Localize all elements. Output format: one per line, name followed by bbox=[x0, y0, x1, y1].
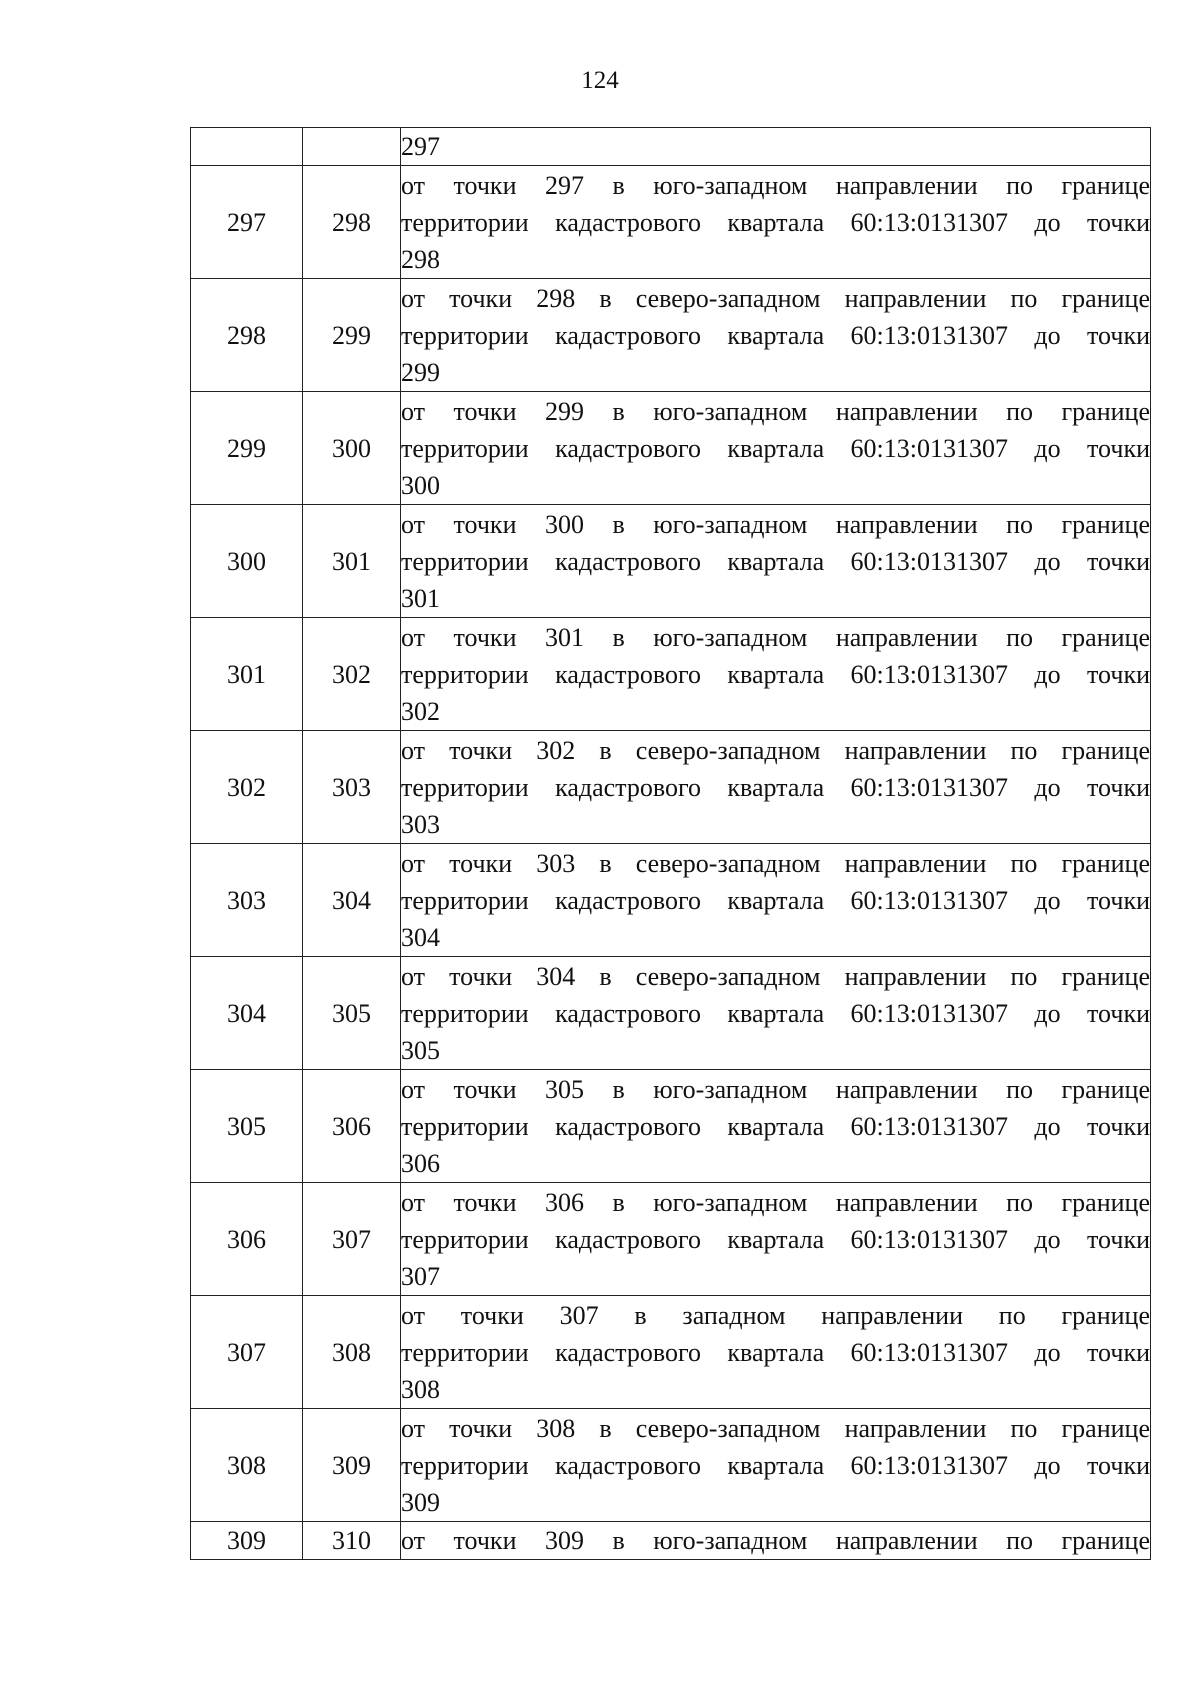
description-line: территории кадастрового квартала 60:13:0131307 до точки bbox=[401, 659, 1150, 689]
to-point-cell: 310 bbox=[303, 1522, 401, 1560]
table-row-continued bbox=[191, 128, 1151, 166]
description-line: от точки 306 в юго-западном направлении по границе bbox=[401, 1187, 1150, 1217]
description-cell bbox=[401, 731, 1151, 844]
description-line: 309 bbox=[401, 1487, 440, 1517]
description-line: от точки 299 в юго-западном направлении по границе bbox=[401, 396, 1150, 426]
table-row bbox=[191, 844, 1151, 957]
to-point-cell: 307 bbox=[303, 1183, 401, 1296]
to-point-cell: 309 bbox=[303, 1409, 401, 1522]
description-line: территории кадастрового квартала 60:13:0131307 до точки bbox=[401, 320, 1150, 350]
description-line: от точки 298 в северо-западном направлении по границе bbox=[401, 283, 1150, 313]
description-line: территории кадастрового квартала 60:13:0131307 до точки bbox=[401, 772, 1150, 802]
description-cell bbox=[401, 618, 1151, 731]
from-point-cell: 298 bbox=[191, 279, 303, 392]
description-cell bbox=[401, 279, 1151, 392]
to-point-cell: 305 bbox=[303, 957, 401, 1070]
description-line: 308 bbox=[401, 1374, 440, 1404]
description-line: территории кадастрового квартала 60:13:0131307 до точки bbox=[401, 433, 1150, 463]
description-line: территории кадастрового квартала 60:13:0131307 до точки bbox=[401, 998, 1150, 1028]
table-row bbox=[191, 166, 1151, 279]
description-cell bbox=[401, 1070, 1151, 1183]
from-point-cell: 307 bbox=[191, 1296, 303, 1409]
description-cell bbox=[401, 166, 1151, 279]
description-line: от точки 305 в юго-западном направлении по границе bbox=[401, 1074, 1150, 1104]
from-point-cell: 297 bbox=[191, 166, 303, 279]
table-row bbox=[191, 505, 1151, 618]
table-row bbox=[191, 279, 1151, 392]
table-row-partial bbox=[191, 1522, 1151, 1560]
table-row bbox=[191, 1296, 1151, 1409]
description-line: от точки 297 в юго-западном направлении по границе bbox=[401, 170, 1150, 200]
to-point-cell: 298 bbox=[303, 166, 401, 279]
from-point-cell: 305 bbox=[191, 1070, 303, 1183]
description-line: 304 bbox=[401, 922, 440, 952]
description-cell bbox=[401, 1183, 1151, 1296]
description-line: территории кадастрового квартала 60:13:0131307 до точки bbox=[401, 1450, 1150, 1480]
description-cell bbox=[401, 1409, 1151, 1522]
description-line: 303 bbox=[401, 809, 440, 839]
description-line: от точки 307 в западном направлении по границе bbox=[401, 1300, 1150, 1330]
from-point-cell: 301 bbox=[191, 618, 303, 731]
from-point-cell: 304 bbox=[191, 957, 303, 1070]
to-point-cell: 303 bbox=[303, 731, 401, 844]
to-point-cell: 299 bbox=[303, 279, 401, 392]
from-point-cell: 306 bbox=[191, 1183, 303, 1296]
to-point-cell: 301 bbox=[303, 505, 401, 618]
description-line: от точки 308 в северо-западном направлении по границе bbox=[401, 1413, 1150, 1443]
boundary-description-table bbox=[190, 127, 1151, 1560]
description-line: 299 bbox=[401, 357, 440, 387]
from-point-cell: 300 bbox=[191, 505, 303, 618]
table-row bbox=[191, 1070, 1151, 1183]
description-cell bbox=[401, 505, 1151, 618]
description-line: 300 bbox=[401, 470, 440, 500]
description-cell bbox=[401, 844, 1151, 957]
description-line: 302 bbox=[401, 696, 440, 726]
to-point-cell: 306 bbox=[303, 1070, 401, 1183]
from-point-cell: 308 bbox=[191, 1409, 303, 1522]
description-line: от точки 300 в юго-западном направлении по границе bbox=[401, 509, 1150, 539]
table-row bbox=[191, 1183, 1151, 1296]
description-line: 298 bbox=[401, 244, 440, 274]
to-point-cell: 308 bbox=[303, 1296, 401, 1409]
to-point-cell: 300 bbox=[303, 392, 401, 505]
description-line: от точки 303 в северо-западном направлении по границе bbox=[401, 848, 1150, 878]
description-line: 305 bbox=[401, 1035, 440, 1065]
description-line: 301 bbox=[401, 583, 440, 613]
description-cell bbox=[401, 957, 1151, 1070]
description-line: территории кадастрового квартала 60:13:0131307 до точки bbox=[401, 207, 1150, 237]
from-point-cell: 303 bbox=[191, 844, 303, 957]
table-row bbox=[191, 1409, 1151, 1522]
table-row bbox=[191, 618, 1151, 731]
to-point-cell bbox=[303, 128, 401, 166]
description-cell bbox=[401, 128, 1151, 166]
table-row bbox=[191, 392, 1151, 505]
to-point-cell: 302 bbox=[303, 618, 401, 731]
description-line: территории кадастрового квартала 60:13:0131307 до точки bbox=[401, 1337, 1150, 1367]
description-line: 306 bbox=[401, 1148, 440, 1178]
description-line: от точки 301 в юго-западном направлении по границе bbox=[401, 622, 1150, 652]
from-point-cell: 309 bbox=[191, 1522, 303, 1560]
description-line: территории кадастрового квартала 60:13:0131307 до точки bbox=[401, 546, 1150, 576]
description-cell bbox=[401, 1522, 1151, 1560]
page-number: 124 bbox=[581, 67, 619, 94]
table-row bbox=[191, 731, 1151, 844]
description-cell bbox=[401, 1296, 1151, 1409]
from-point-cell: 299 bbox=[191, 392, 303, 505]
description-cell bbox=[401, 392, 1151, 505]
table-row bbox=[191, 957, 1151, 1070]
description-line: 307 bbox=[401, 1261, 440, 1291]
from-point-cell: 302 bbox=[191, 731, 303, 844]
description-line: от точки 302 в северо-западном направлении по границе bbox=[401, 735, 1150, 765]
description-line: территории кадастрового квартала 60:13:0131307 до точки bbox=[401, 1224, 1150, 1254]
description-line: территории кадастрового квартала 60:13:0131307 до точки bbox=[401, 885, 1150, 915]
description-line: территории кадастрового квартала 60:13:0131307 до точки bbox=[401, 1111, 1150, 1141]
from-point-cell bbox=[191, 128, 303, 166]
to-point-cell: 304 bbox=[303, 844, 401, 957]
description-line: от точки 304 в северо-западном направлении по границе bbox=[401, 961, 1150, 991]
description-line: 297 bbox=[401, 132, 440, 161]
description-line: от точки 309 в юго-западном направлении по границе bbox=[401, 1526, 1150, 1555]
